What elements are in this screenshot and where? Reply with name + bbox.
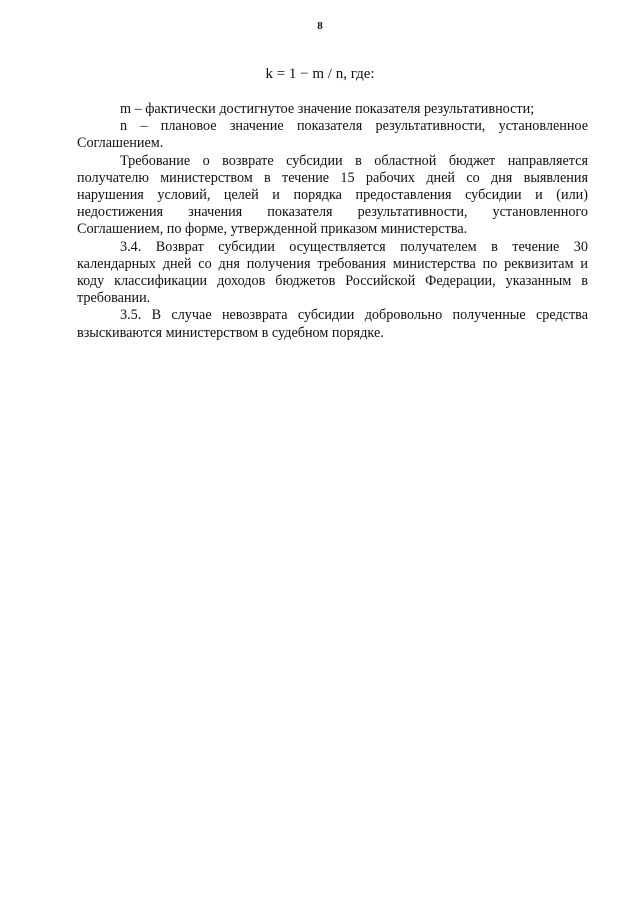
paragraph-m-definition: m – фактически достигнутое значение показателя результативности; xyxy=(120,101,535,117)
document-body xyxy=(77,101,588,342)
page-number: 8 xyxy=(317,20,323,32)
paragraph-refund-requirement: Требование о возврате субсидии в областной бюджет направляется получателю министерством в течение 15 рабочих дней со дня выявления нарушения условий, целей и порядка предоставления субсидии и (или) недостижения значения показателя результативности, установленного Соглашением, по форме, утвержденной приказом министерства. xyxy=(77,152,588,238)
paragraph-3-5: 3.5. В случае невозврата субсидии добровольно полученные средства взыскиваются министерством в судебном порядке. xyxy=(77,307,588,341)
paragraph-n-definition: n – плановое значение показателя результативности, установленное Соглашением. xyxy=(77,118,588,152)
formula: k = 1 − m / n, где: xyxy=(265,66,375,82)
paragraph-3-4: 3.4. Возврат субсидии осуществляется получателем в течение 30 календарных дней со дня получения требования министерства по реквизитам и коду классификации доходов бюджетов Российской Федерации, указанным в требовании. xyxy=(77,238,588,307)
